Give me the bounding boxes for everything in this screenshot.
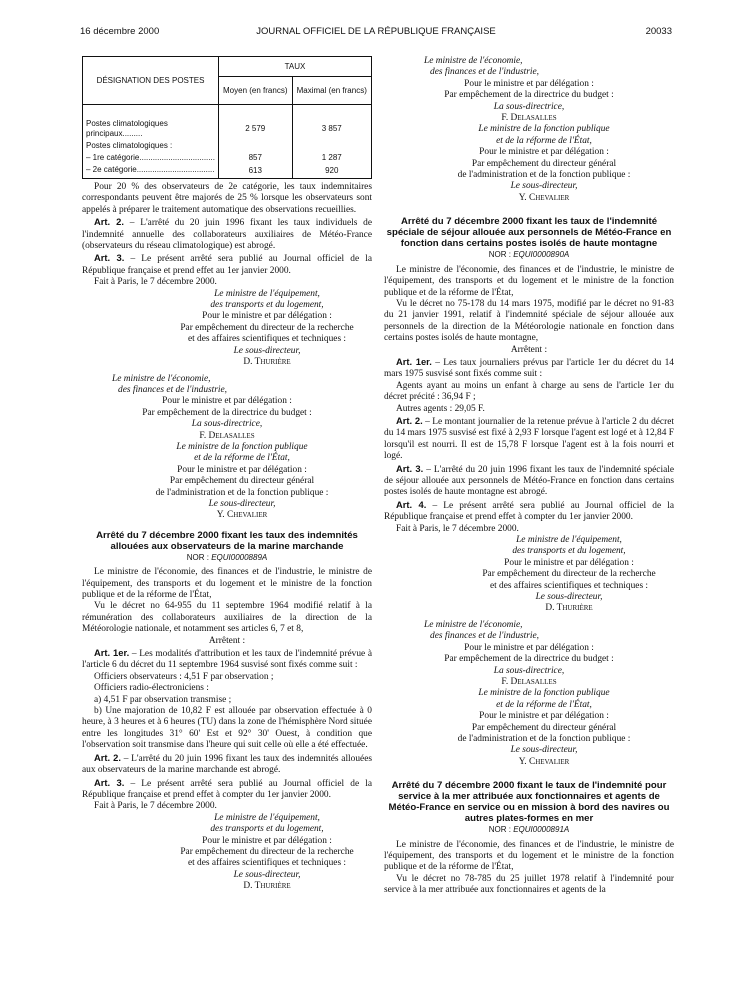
paragraph: Autres agents : 29,05 F. [396, 403, 485, 414]
paragraph: Agents ayant au moins un enfant à charge au sens de l'article 1er du décret précité : 36,94 F ; [384, 380, 674, 403]
signature-block: Le ministre de l'économie, des finances et de l'industrie, Pour le ministre et par délégation : Par empêchement de la directrice du budget : La sous-directrice, F. Delasalles [424, 619, 614, 687]
paragraph: Vu le décret no 64-955 du 11 septembre 1964 modifié relatif à la rémunération des collaborateurs auxiliaires de la direction de la Météorologie nationale, et notamment ses articles 6, 7 et 8, [82, 601, 372, 635]
article-2: Art. 2. – L'arrêté du 20 juin 1996 fixant les taux des indemnités allouées aux observateurs de la marine marchande est abrogé. [82, 751, 373, 776]
paragraph: a) 4,51 F par observation transmise ; [94, 694, 232, 705]
paragraph: Officiers observateurs : 4,51 F par observation ; [94, 671, 274, 682]
article-2: Art. 2. – L'arrêté du 20 juin 1996 fixant les taux individuels de l'indemnité annuelle des collaborateurs auxiliaires de Météo-France (observateurs du réseau climatologique) est abrogé. [82, 216, 372, 252]
left-column [82, 56, 372, 893]
table-header-taux: TAUX [219, 57, 372, 77]
paragraph: Officiers radio-électroniciens : [94, 683, 209, 694]
arretent: Arrêtent : [208, 635, 246, 646]
header-journal-title: JOURNAL OFFICIEL DE LA RÉPUBLIQUE FRANÇAISE [256, 26, 496, 37]
article-3: Art. 3. – Le présent arrêté sera publié au Journal officiel de la République française et prend effet au 1er janvier 2000. [82, 252, 372, 276]
header-date: 16 décembre 2000 [80, 26, 160, 37]
taux-table [82, 56, 372, 179]
paragraph: Le ministre de l'économie, des finances et de l'industrie, le ministre de l'équipement, des transports et du logement et le ministre de la fonction publique et de la réforme de l'État, [384, 264, 674, 298]
signature-block: Le ministre de la fonction publique et de la réforme de l'État, Pour le ministre et par délégation : Par empêchement du directeur général de l'administration et de la fonction publique : Le sous-directeur, Y. Chevalier [457, 124, 631, 203]
table-row: Postes climatologiques : [83, 140, 372, 152]
article-3: Art. 3. – L'arrêté du 20 juin 1996 fixant les taux de l'indemnité spéciale de séjour allouée aux personnels de Météo-France en fonction dans certains postes isolés de haute montagne est abrogé. [384, 462, 674, 498]
article-1: Art. 1er. – Les taux journaliers prévus par l'article 1er du décret du 14 mars 1975 susvisé sont fixés comme suit : [384, 355, 674, 380]
signature-block: Le ministre de la fonction publique et de la réforme de l'État, Pour le ministre et par délégation : Par empêchement du directeur général de l'administration et de la fonction publique : Le sous-directeur, Y. Chevalier [457, 688, 631, 767]
paragraph: Le ministre de l'économie, des finances et de l'industrie, le ministre de l'équipement, des transports et du logement et le ministre de la fonction publique et de la réforme de l'État, [384, 839, 674, 873]
table-row: – 2e catégorie................................... 613 920 [83, 164, 372, 179]
table-header-designation: DÉSIGNATION DES POSTES [83, 57, 219, 105]
article-1: Art. 1er. – Les modalités d'attribution et les taux de l'indemnité prévue à l'article 6 du décret du 11 septembre 1964 susvisé sont fixés comme suit : [82, 647, 372, 671]
article-3: Art. 3. – Le présent arrêté sera publié au Journal officiel de la République française et prend effet à compter du 1er janvier 2000. [82, 776, 372, 800]
paragraph: Vu le décret no 75-178 du 14 mars 1975, modifié par le décret no 91-83 du 21 janvier 1991, relatif à l'indemnité spéciale de séjour allouée aux personnels de la direction de la Météorologie nationale en fonction dans certains postes isolés de haute montagne, [384, 298, 674, 344]
article-2: Art. 2. – Le montant journalier de la retenue prévue à l'article 2 du décret du 14 mars 1975 susvisé est fixé à 2,93 F lorsque l'agent est logé et à 12,84 F lorsqu'il est nourri. Il est de 15,78 F lorsque l'agent est à la fois nourri et logé. [384, 414, 674, 462]
paragraph: b) Une majoration de 10,82 F est allouée par observation effectuée à 0 heure, à 3 heures et à 6 heures (TU) dans la zone de l'hémisphère Nord située entre les longitudes 31° 60' Est et 92° 30' Ouest, à condition que l'observation soit transmise dans l'heure qui suit celle où elle a été effectuée. [82, 706, 372, 751]
decree-heading: Arrêté du 7 décembre 2000 fixant les taux de l'indemnité spéciale de séjour allouée aux personnels de Météo-France en fonction dans certains postes isolés de haute montagne [386, 216, 672, 250]
signature-block: Le ministre de l'économie, des finances et de l'industrie, Pour le ministre et par délégation : Par empêchement de la directrice du budget : La sous-directrice, F. Delasalles [424, 56, 614, 124]
fait-a-paris: Fait à Paris, le 7 décembre 2000. [396, 523, 519, 534]
header-page-number: 20033 [645, 26, 672, 37]
decree-heading: Arrêté du 7 décembre 2000 fixant le taux de l'indemnité pour service à la mer attribuée aux fonctionnaires et agents de Météo-France en service ou en mission à bord des navires ou autres plates-formes en mer [388, 780, 670, 825]
table-header-maximal: Maximal (en francs) [292, 77, 371, 105]
nor-reference: NOR : EQUI0000889A [186, 552, 268, 562]
fait-a-paris: Fait à Paris, le 7 décembre 2000. [94, 277, 217, 288]
nor-reference: NOR : EQUI0000891A [488, 825, 570, 835]
paragraph: Pour 20 % des observateurs de 2e catégorie, les taux indemnitaires correspondants peuvent être majorés de 25 % lorsque les observateurs sont appelés à préparer le traitement automatique des observations recueillies. [82, 182, 372, 215]
table-row: – 1re catégorie.................................. 857 1 287 [83, 152, 372, 164]
signature-block: Le ministre de l'équipement, des transports et du logement, Pour le ministre et par délégation : Par empêchement du directeur de la recherche et des affaires scientifiques et techniques : Le sous-directeur, D. Thurière [482, 535, 656, 614]
signature-block: Le ministre de l'équipement, des transports et du logement, Pour le ministre et par délégation : Par empêchement du directeur de la recherche et des affaires scientifiques et techniques : Le sous-directeur, D. Thurière [180, 288, 354, 368]
table-header-moyen: Moyen (en francs) [219, 77, 293, 105]
table-row: Postes climatologiques principaux......... 2 579 3 857 [83, 105, 372, 141]
paragraph: Le ministre de l'économie, des finances et de l'industrie, le ministre de l'équipement, des transports et du logement et le ministre de la fonction publique et de la réforme de l'État, [82, 567, 372, 600]
right-column [384, 56, 674, 897]
decree-heading: Arrêté du 7 décembre 2000 fixant les taux des indemnités allouées aux observateurs de la marine marchande [96, 529, 358, 552]
signature-block: Le ministre de l'équipement, des transports et du logement, Pour le ministre et par délégation : Par empêchement du directeur de la recherche et des affaires scientifiques et techniques : Le sous-directeur, D. Thurière [180, 812, 354, 892]
nor-reference: NOR : EQUI0000890A [488, 250, 570, 260]
signature-block: Le ministre de l'économie, des finances et de l'industrie, Pour le ministre et par délégation : Par empêchement de la directrice du budget : La sous-directrice, F. Delasalles [112, 373, 312, 441]
fait-a-paris: Fait à Paris, le 7 décembre 2000. [94, 801, 217, 812]
article-4: Art. 4. – Le présent arrêté sera publié au Journal officiel de la République française et prend effet à compter du 1er janvier 2000. [384, 498, 674, 523]
page-header [80, 26, 672, 40]
signature-block: Le ministre de la fonction publique et de la réforme de l'État, Pour le ministre et par délégation : Par empêchement du directeur général de l'administration et de la fonction publique : Le sous-directeur, Y. Chevalier [155, 441, 329, 521]
arretent: Arrêtent : [510, 344, 548, 355]
paragraph: Vu le décret no 78-785 du 25 juillet 1978 relatif à l'indemnité pour service à la mer attribuée aux fonctionnaires et agents de la [384, 873, 674, 896]
